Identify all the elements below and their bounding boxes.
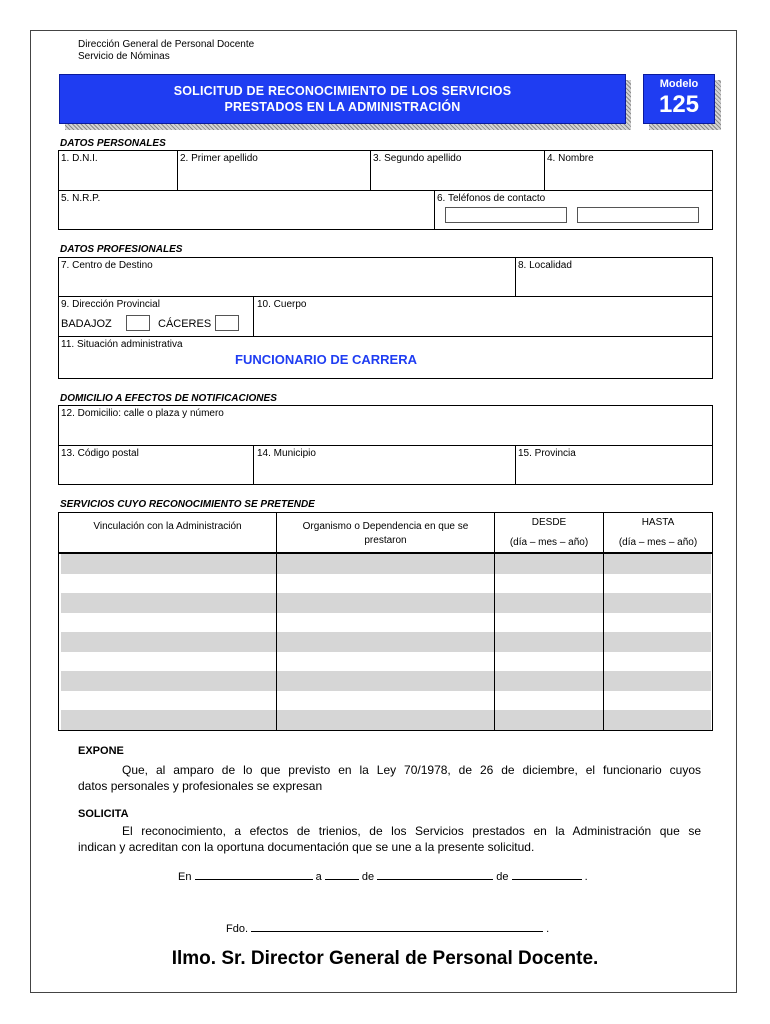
field-direccion-provincial: 9. Dirección Provincial xyxy=(61,299,160,310)
situacion-value: FUNCIONARIO DE CARRERA xyxy=(235,352,417,367)
form-title-line2: PRESTADOS EN LA ADMINISTRACIÓN xyxy=(224,100,461,114)
divider xyxy=(434,190,435,230)
phone-input-2[interactable] xyxy=(577,207,699,223)
field-telefonos-label: 6. Teléfonos de contacto xyxy=(437,193,546,204)
checkbox-caceres[interactable] xyxy=(215,315,239,331)
field-nombre[interactable]: 4. Nombre xyxy=(547,153,594,164)
col-desde: DESDE xyxy=(531,517,567,528)
fdo-label: Fdo. xyxy=(226,923,249,935)
checkbox-badajoz[interactable] xyxy=(126,315,150,331)
col-hasta: HASTA xyxy=(641,517,675,528)
expone-text-line2: datos personales y profesionales se expresan xyxy=(78,779,323,793)
modelo-label: Modelo xyxy=(659,78,699,90)
field-provincia[interactable]: 15. Provincia xyxy=(518,448,576,459)
day-input[interactable] xyxy=(325,869,359,880)
place-input[interactable] xyxy=(195,869,313,880)
divider xyxy=(58,552,713,554)
field-segundo-apellido[interactable]: 3. Segundo apellido xyxy=(373,153,462,164)
field-cuerpo[interactable]: 10. Cuerpo xyxy=(257,299,307,310)
table-row[interactable] xyxy=(61,710,711,730)
divider xyxy=(544,150,545,190)
section-domicilio: DOMICILIO A EFECTOS DE NOTIFICACIONES xyxy=(60,393,277,404)
year-input[interactable] xyxy=(512,869,582,880)
field-primer-apellido[interactable]: 2. Primer apellido xyxy=(180,153,258,164)
form-title xyxy=(59,74,626,124)
divider xyxy=(58,336,713,337)
expone-text-line1: Que, al amparo de lo que previsto en la Ley 70/1978, de 26 de diciembre, el funcionario cuyos xyxy=(122,763,701,777)
col-vinculacion: Vinculación con la Administración xyxy=(93,521,242,532)
divider xyxy=(253,296,254,336)
date-line: En a de de . xyxy=(178,871,588,883)
header-servicio: Servicio de Nóminas xyxy=(78,51,170,62)
table-row[interactable] xyxy=(61,671,711,691)
date-de2-label: de xyxy=(496,871,509,883)
field-centro-destino[interactable]: 7. Centro de Destino xyxy=(61,260,153,271)
signature-input[interactable] xyxy=(251,921,543,932)
option-badajoz-label: BADAJOZ xyxy=(61,318,112,330)
solicita-text-line2: indican y acreditan con la oportuna documentación que se une a la presente solicitud. xyxy=(78,840,535,854)
section-datos-personales: DATOS PERSONALES xyxy=(60,138,166,149)
section-servicios: SERVICIOS CUYO RECONOCIMIENTO SE PRETENDE xyxy=(60,499,315,510)
modelo-number: 125 xyxy=(658,91,700,118)
signature-line: Fdo. . xyxy=(226,923,550,935)
table-row[interactable] xyxy=(61,554,711,574)
date-de1-label: de xyxy=(361,871,375,883)
divider xyxy=(58,190,713,191)
col-hasta-format: (día – mes – año) xyxy=(618,537,698,548)
option-caceres-label: CÁCERES xyxy=(158,318,212,330)
expone-heading: EXPONE xyxy=(78,745,124,757)
field-domicilio[interactable]: 12. Domicilio: calle o plaza y número xyxy=(61,408,224,419)
col-organismo-line2: prestaron xyxy=(364,535,407,546)
table-row[interactable] xyxy=(61,632,711,652)
divider xyxy=(253,445,254,485)
solicita-text-line1: El reconocimiento, a efectos de trienios, de los Servicios prestados en la Administración que se xyxy=(122,824,701,838)
table-row[interactable] xyxy=(61,593,711,613)
modelo-badge xyxy=(643,74,715,124)
divider xyxy=(370,150,371,190)
divider xyxy=(58,445,713,446)
addressee: Ilmo. Sr. Director General de Personal Docente. xyxy=(171,948,599,969)
field-situacion-label: 11. Situación administrativa xyxy=(61,339,183,350)
section-datos-profesionales: DATOS PROFESIONALES xyxy=(60,244,183,255)
divider xyxy=(177,150,178,190)
phone-input-1[interactable] xyxy=(445,207,567,223)
field-localidad[interactable]: 8. Localidad xyxy=(518,260,572,271)
form-title-line1: SOLICITUD DE RECONOCIMIENTO DE LOS SERVICIOS xyxy=(173,84,512,98)
divider xyxy=(58,296,713,297)
date-a-label: a xyxy=(315,871,322,883)
header-direccion: Dirección General de Personal Docente xyxy=(78,39,255,50)
field-nrp[interactable]: 5. N.R.P. xyxy=(61,193,101,204)
field-municipio[interactable]: 14. Municipio xyxy=(257,448,316,459)
solicita-heading: SOLICITA xyxy=(78,808,129,820)
col-organismo-line1: Organismo o Dependencia en que se xyxy=(302,521,469,532)
field-codigo-postal[interactable]: 13. Código postal xyxy=(61,448,139,459)
divider xyxy=(515,445,516,485)
field-dni[interactable]: 1. D.N.I. xyxy=(61,153,98,164)
divider xyxy=(515,257,516,296)
month-input[interactable] xyxy=(377,869,493,880)
date-en-label: En xyxy=(178,871,192,883)
col-desde-format: (día – mes – año) xyxy=(509,537,589,548)
